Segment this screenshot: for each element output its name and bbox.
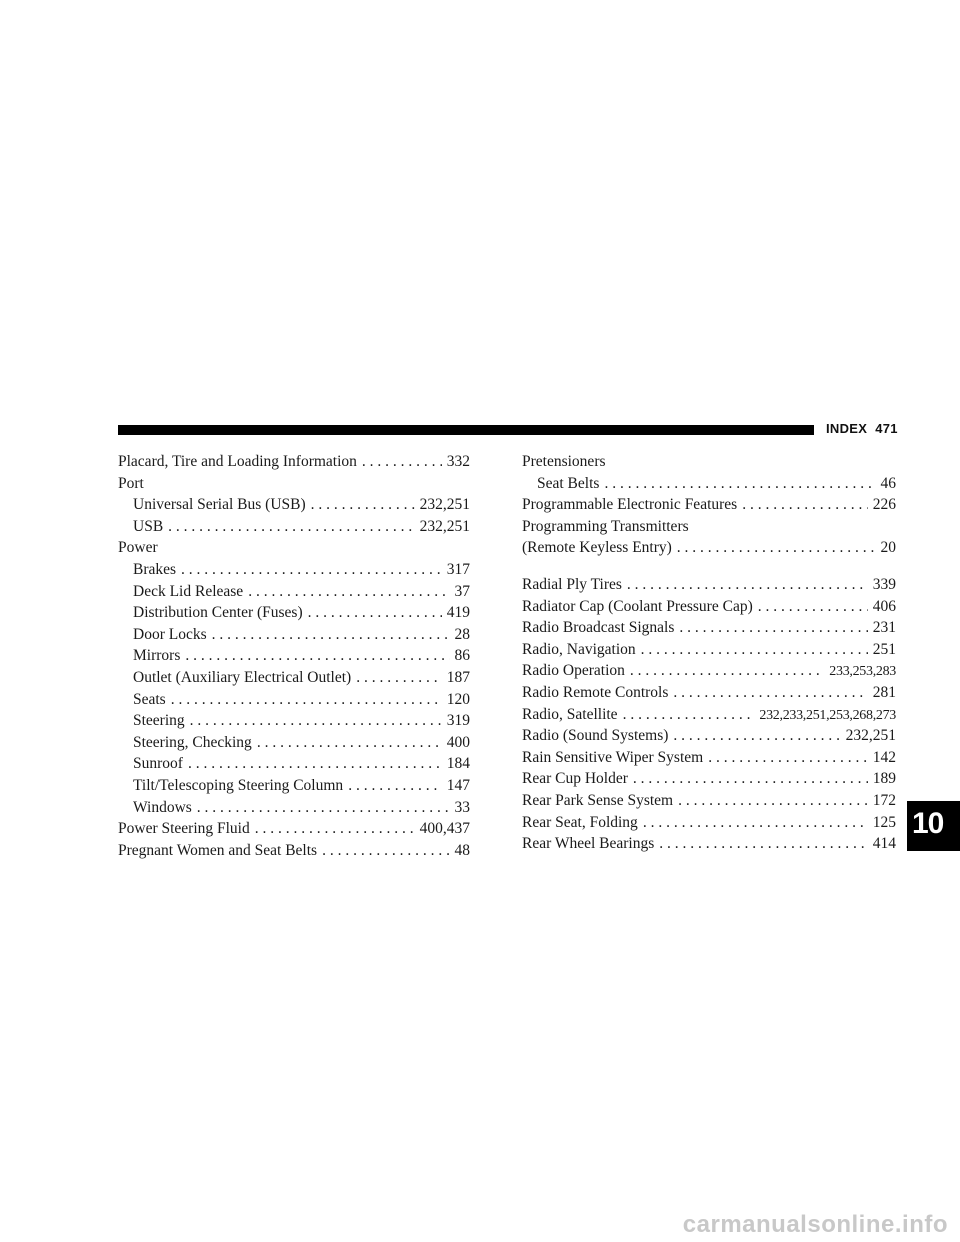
dot-leader: [168, 516, 414, 538]
index-entry: [522, 833, 896, 855]
section-title: INDEX: [826, 421, 868, 436]
index-entry: [522, 660, 896, 682]
index-page-numbers: 48: [454, 841, 470, 859]
index-page-numbers: 184: [446, 755, 470, 773]
index-term: Seat Belts: [537, 474, 600, 492]
index-page-numbers: 232,251: [845, 727, 896, 745]
index-term: Programmable Electronic Features: [522, 496, 738, 514]
dot-leader: [197, 797, 450, 819]
index-term: Radio Broadcast Signals: [522, 619, 675, 637]
index-page-numbers: 125: [872, 813, 896, 831]
index-term: Placard, Tire and Loading Information: [118, 453, 357, 470]
index-page-numbers: 281: [872, 683, 896, 701]
index-page-numbers: 232,251: [419, 517, 470, 535]
index-entry: [118, 624, 470, 646]
index-entry: [118, 710, 470, 732]
index-term: Door Locks: [133, 625, 207, 643]
index-term: Radio, Navigation: [522, 640, 636, 658]
index-group-p: [522, 451, 896, 559]
index-page-numbers: 419: [446, 604, 470, 622]
index-page-numbers: 142: [872, 748, 896, 766]
dot-leader: [641, 639, 868, 661]
index-page-numbers: 414: [872, 835, 896, 853]
index-entry: [118, 473, 470, 495]
dot-leader: [308, 602, 442, 624]
index-entry: [522, 596, 896, 618]
index-entry: [118, 537, 470, 559]
index-column-left: [118, 451, 470, 861]
dot-leader: [643, 812, 868, 834]
index-entry: [118, 797, 470, 819]
index-term: Rear Park Sense System: [522, 791, 674, 809]
index-entry: [118, 516, 470, 538]
index-page-numbers: 37: [454, 582, 470, 600]
index-entry: [118, 753, 470, 775]
index-term: Rear Seat, Folding: [522, 813, 638, 831]
index-page-numbers: 33: [454, 798, 470, 816]
index-entry: [522, 790, 896, 812]
index-entry: [118, 494, 470, 516]
dot-leader: [604, 473, 875, 495]
dot-leader: [627, 574, 868, 596]
dot-leader: [212, 624, 450, 646]
index-page-numbers: 319: [446, 712, 470, 730]
index-page-numbers: 120: [446, 690, 470, 708]
dot-leader: [185, 645, 449, 667]
index-page-numbers: 232,251: [419, 496, 470, 514]
index-entry: [522, 704, 896, 726]
running-header: [826, 421, 898, 436]
index-entry: [118, 581, 470, 603]
index-term: Steering: [133, 712, 185, 730]
index-term: (Remote Keyless Entry): [522, 539, 672, 557]
index-entry: [522, 812, 896, 834]
index-page-numbers: 231: [872, 619, 896, 637]
dot-leader: [673, 682, 867, 704]
index-term: Programming Transmitters: [522, 517, 689, 535]
index-entry: [522, 682, 896, 704]
index-entry: [522, 639, 896, 661]
dot-leader: [311, 494, 415, 516]
index-page-numbers: 332: [446, 453, 470, 470]
dot-leader: [630, 660, 824, 682]
dot-leader: [633, 768, 868, 790]
index-page-numbers: 147: [446, 776, 470, 794]
index-page-numbers: 400: [446, 733, 470, 751]
index-entry: [118, 667, 470, 689]
index-entry: [522, 537, 896, 559]
index-entry: [118, 840, 470, 862]
index-entry: [522, 747, 896, 769]
index-page-numbers: 251: [872, 640, 896, 658]
index-entry: [118, 559, 470, 581]
index-page-numbers: 339: [872, 575, 896, 593]
index-page-numbers: 20: [880, 539, 896, 557]
index-page-numbers: 226: [872, 496, 896, 514]
watermark: carmanualsonline.info: [682, 1211, 948, 1238]
dot-leader: [248, 581, 449, 603]
dot-leader: [659, 833, 867, 855]
index-entry: [522, 473, 896, 495]
index-term: Pretensioners: [522, 453, 606, 470]
dot-leader: [322, 840, 449, 862]
dot-leader: [708, 747, 868, 769]
index-entry: [118, 775, 470, 797]
index-entry: [522, 617, 896, 639]
index-page-numbers: 232,233,251,253,268,273: [759, 707, 896, 723]
dot-leader: [255, 818, 415, 840]
index-term: Power Steering Fluid: [118, 820, 250, 838]
dot-leader: [171, 689, 442, 711]
index-term: Steering, Checking: [133, 733, 252, 751]
dot-leader: [257, 732, 442, 754]
index-entry: [118, 645, 470, 667]
index-page-numbers: 46: [880, 474, 896, 492]
index-term: Radial Ply Tires: [522, 575, 622, 593]
index-term: Rain Sensitive Wiper System: [522, 748, 704, 766]
index-page-numbers: 28: [454, 625, 470, 643]
index-term: Radiator Cap (Coolant Pressure Cap): [522, 597, 753, 615]
chapter-tab: [907, 801, 960, 851]
index-entry: [522, 494, 896, 516]
dot-leader: [673, 725, 840, 747]
index-page-numbers: 189: [872, 770, 896, 788]
header-rule: [118, 425, 814, 435]
index-term: Rear Cup Holder: [522, 770, 628, 788]
dot-leader: [742, 494, 868, 516]
dot-leader: [190, 710, 442, 732]
chapter-number: 10: [912, 807, 944, 840]
index-term: Sunroof: [133, 755, 183, 773]
index-entry: [118, 818, 470, 840]
index-term: Brakes: [133, 560, 177, 578]
index-term: Seats: [133, 690, 166, 708]
index-term: Radio Operation: [522, 662, 625, 680]
index-page-numbers: 187: [446, 668, 470, 686]
index-entry: [522, 574, 896, 596]
index-term: Rear Wheel Bearings: [522, 835, 655, 853]
dot-leader: [348, 775, 442, 797]
index-page-numbers: 86: [454, 647, 470, 665]
index-term: Mirrors: [133, 647, 181, 665]
index-term: Windows: [133, 798, 192, 816]
group-spacer: [522, 559, 896, 574]
index-page-numbers: 406: [872, 597, 896, 615]
index-entry: [522, 451, 896, 473]
dot-leader: [356, 667, 442, 689]
dot-leader: [758, 596, 868, 618]
index-term: Radio, Satellite: [522, 705, 618, 723]
index-term: Outlet (Auxiliary Electrical Outlet): [133, 668, 352, 686]
dot-leader: [679, 617, 867, 639]
dot-leader: [677, 537, 876, 559]
dot-leader: [362, 451, 442, 473]
dot-leader: [678, 790, 868, 812]
index-page-numbers: 400,437: [419, 820, 470, 838]
index-term: Distribution Center (Fuses): [133, 604, 303, 622]
index-term: Tilt/Telescoping Steering Column: [133, 776, 344, 794]
index-term: Port: [118, 474, 144, 492]
index-term: Radio (Sound Systems): [522, 727, 669, 745]
index-entry: [118, 602, 470, 624]
index-term: Power: [118, 539, 158, 557]
index-entry: [522, 768, 896, 790]
index-term: USB: [133, 517, 164, 535]
page-number: 471: [875, 421, 898, 436]
dot-leader: [623, 704, 755, 726]
index-entry: [522, 516, 896, 538]
index-term: Deck Lid Release: [133, 582, 244, 600]
index-page-numbers: 233,253,283: [829, 664, 896, 680]
index-page-numbers: 317: [446, 560, 470, 578]
index-entry: [118, 451, 470, 473]
dot-leader: [181, 559, 442, 581]
index-term: Pregnant Women and Seat Belts: [118, 841, 318, 859]
dot-leader: [188, 753, 442, 775]
index-entry: [522, 725, 896, 747]
index-group-r: [522, 574, 896, 855]
index-term: Radio Remote Controls: [522, 683, 669, 701]
index-column-right: [522, 451, 896, 855]
index-entry: [118, 689, 470, 711]
index-entry: [118, 732, 470, 754]
index-term: Universal Serial Bus (USB): [133, 496, 306, 514]
index-page-numbers: 172: [872, 791, 896, 809]
